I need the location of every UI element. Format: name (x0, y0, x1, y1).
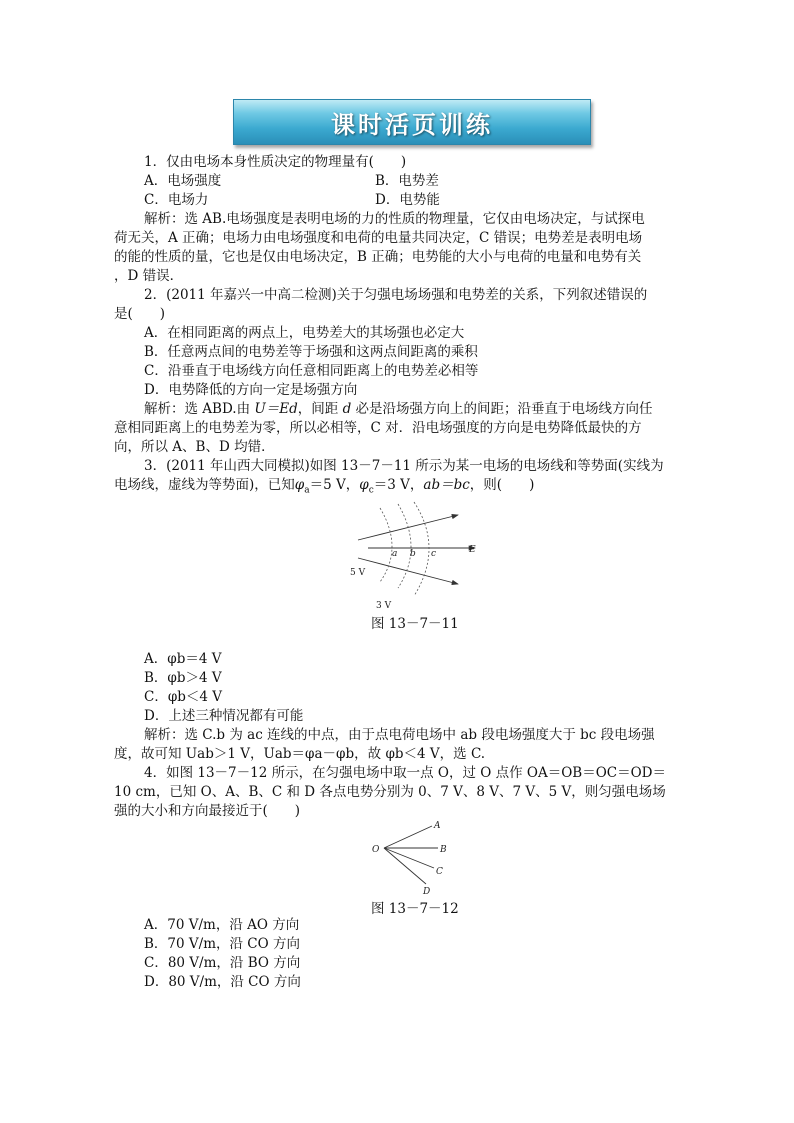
segment-oa (384, 826, 432, 848)
q4-option-a: A．70 V/m，沿 AO 方向 (144, 917, 300, 933)
q2-stem-line-1: 2．(2011 年嘉兴一中高二检测)关于匀强电场场强和电势差的关系，下列叙述错误的 (144, 287, 648, 303)
label-b: b (410, 549, 416, 559)
q2-analysis-text: 必是沿场强方向上的间距；沿垂直于电场线方向任 (351, 401, 653, 417)
q1-option-a: A．电场强度 (144, 173, 222, 189)
q2-analysis-variable: d (342, 401, 352, 417)
q3-stem-text: ＝5 V， (309, 477, 360, 493)
label-d: D (423, 887, 431, 897)
q2-stem-line-2: 是( ) (114, 306, 166, 322)
q3-subscript: a (304, 485, 310, 496)
q2-analysis-text: 解析：选 ABD.由 (144, 401, 255, 417)
q3-option-b: B．φb＞4 V (144, 670, 222, 686)
label-e: E (469, 545, 476, 555)
q1-analysis-line-4: ，D 错误． (114, 268, 184, 284)
q1-analysis-line-2: 荷无关，A 正确；电场力由电场强度和电荷的电量共同决定，C 错误；电势差是表明电场 (114, 230, 643, 246)
q1-option-c: C．电场力 (144, 192, 209, 208)
q2-analysis-formula: U＝Ed (254, 401, 298, 417)
q4-option-c: C．80 V/m，沿 BO 方向 (144, 955, 301, 971)
equipotential-line-c (414, 502, 429, 596)
q3-subscript: c (368, 485, 374, 496)
q3-option-a: A．φb＝4 V (144, 651, 222, 667)
q3-phi-symbol: φ (359, 477, 369, 493)
q4-stem-line-2: 10 cm，已知 O、A、B、C 和 D 各点电势分别为 0、7 V、8 V、7 V、5 V，则匀强电场场 (114, 784, 666, 800)
page-title-banner (233, 99, 591, 145)
q3-stem-equation: ab＝bc (423, 477, 470, 493)
q3-analysis-line-2: 度，故可知 Uab＞1 V，Uab＝φa－φb，故 φb＜4 V，选 C. (114, 746, 486, 762)
q3-stem-text: 电场线，虚线为等势面)，已知 (114, 477, 295, 493)
page-title: 课时活页训练 (331, 110, 493, 139)
equipotential-line-a (380, 508, 392, 582)
label-c: c (431, 549, 437, 559)
q3-option-d: D．上述三种情况都有可能 (144, 708, 304, 724)
q2-option-b: B．任意两点间的电势差等于场强和这两点间距离的乘积 (144, 344, 478, 360)
q1-option-b: B．电势差 (375, 173, 439, 189)
q4-figure-caption: 图 13－7－12 (371, 901, 459, 917)
q4-option-b: B．70 V/m，沿 CO 方向 (144, 936, 300, 952)
q1-analysis-line-3: 的能的性质的量，它也是仅由电场决定，B 正确；电势能的大小与电荷的电量和电势有关 (114, 249, 642, 265)
q2-option-c: C．沿垂直于电场线方向任意相同距离上的电势差必相等 (144, 363, 479, 379)
equipotential-line-b (398, 504, 411, 588)
label-c: C (436, 867, 443, 877)
q3-field-line-figure (340, 500, 490, 612)
q4-option-d: D．80 V/m，沿 CO 方向 (144, 974, 301, 990)
q2-analysis-line-2: 意相同距离上的电势差为零，所以必相等，C 对．沿电场强度的方向是电势降低最快的方 (114, 420, 642, 436)
q1-option-d: D．电势能 (375, 192, 440, 208)
label-b: B (440, 845, 447, 855)
q3-figure-caption: 图 13－7－11 (371, 616, 459, 632)
label-5v: 5 V (350, 568, 366, 578)
segment-oc (384, 848, 434, 868)
q4-stem-line-3: 强的大小和方向最接近于( ) (114, 803, 301, 819)
q2-analysis-line-3: 向，所以 A、B、D 均错． (114, 439, 275, 455)
q2-analysis-line-1 (144, 400, 653, 418)
label-a: A (434, 821, 441, 831)
label-a: a (392, 549, 398, 559)
q4-vector-figure (368, 812, 458, 898)
label-3v: 3 V (376, 601, 392, 611)
q4-stem-line-1: 4．如图 13－7－12 所示，在匀强电场中取一点 O，过 O 点作 OA＝OB＝OC＝OD＝ (144, 765, 667, 781)
q3-stem-line-1: 3．(2011 年山西大同模拟)如图 13－7－11 所示为某一电场的电场线和等势面(实线为 (144, 458, 664, 474)
q3-stem-line-2 (114, 476, 534, 500)
segment-od (384, 848, 426, 884)
q3-option-c: C．φb＜4 V (144, 689, 223, 705)
field-line-lower (358, 558, 458, 584)
q2-option-a: A．在相同距离的两点上，电势差大的其场强也必定大 (144, 325, 465, 341)
q3-stem-text: ，则( ) (469, 477, 535, 493)
q1-analysis-line-1: 解析：选 AB.电场强度是表明电场的力的性质的物理量，它仅由电场决定，与试探电 (144, 211, 645, 227)
q2-option-d: D．电势降低的方向一定是场强方向 (144, 382, 358, 398)
q3-analysis-line-1: 解析：选 C.b 为 ac 连线的中点，由于点电荷电场中 ab 段电场强度大于 bc 段电场强 (144, 727, 655, 743)
q1-stem: 1．仅由电场本身性质决定的物理量有( ) (144, 154, 407, 170)
label-o: O (372, 845, 380, 855)
q2-analysis-text: ，间距 (297, 401, 343, 417)
q3-phi-symbol: φ (294, 477, 305, 493)
q3-stem-text: ＝3 V， (373, 477, 424, 493)
